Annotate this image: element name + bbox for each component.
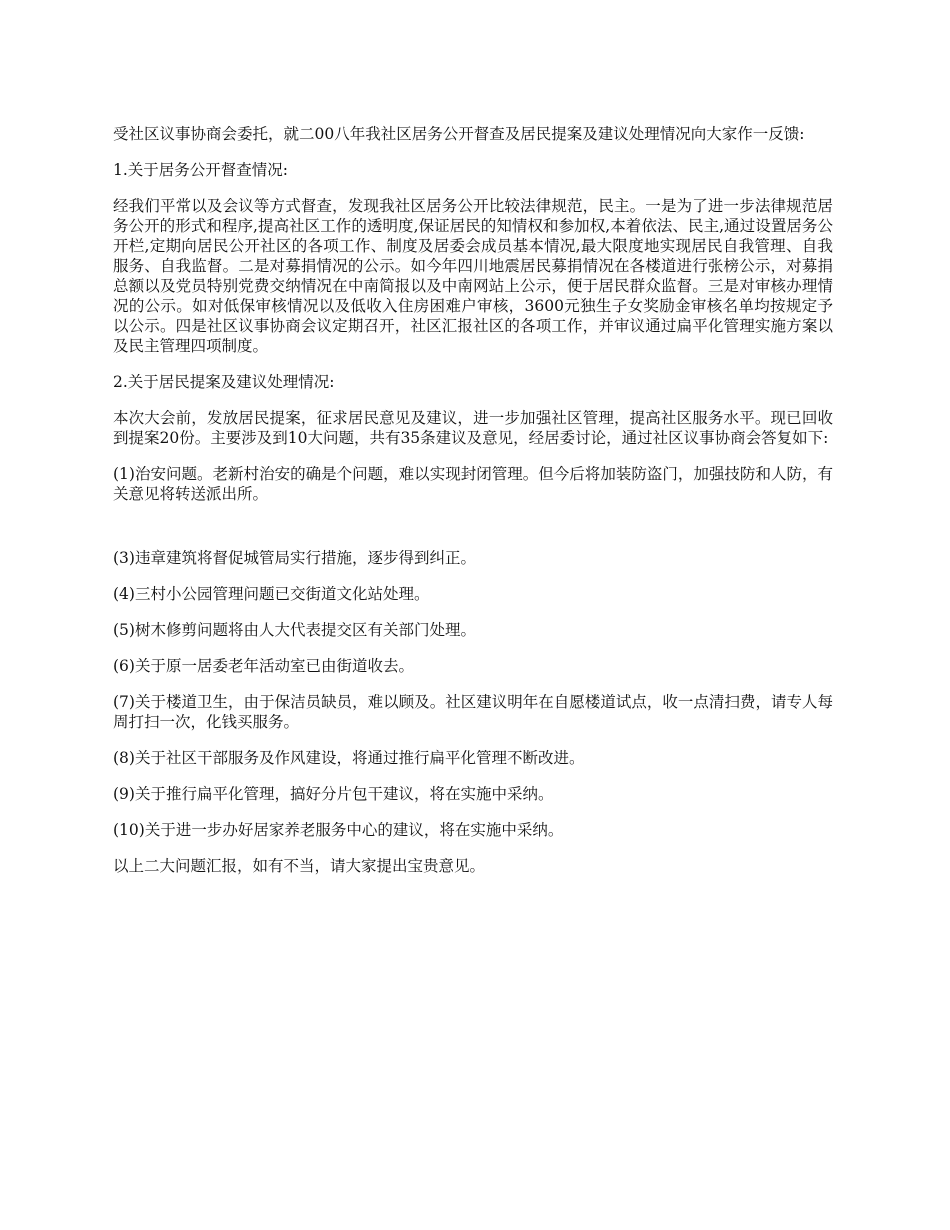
intro-paragraph: 受社区议事协商会委托，就二00八年我社区居务公开督查及居民提案及建议处理情况向大家作一反馈: xyxy=(113,125,805,143)
section1-heading: 1.关于居务公开督查情况: xyxy=(113,161,289,179)
list-item-8: (8)关于社区干部服务及作风建设，将通过推行扁平化管理不断改进。 xyxy=(113,749,585,767)
list-item-6: (6)关于原一居委老年活动室已由街道收去。 xyxy=(113,657,414,675)
list-item-9: (9)关于推行扁平化管理，搞好分片包干建议，将在实施中采纳。 xyxy=(113,785,554,803)
document-body xyxy=(113,124,833,892)
list-item-7: (7)关于楼道卫生，由于保洁员缺员，难以顾及。社区建议明年在自愿楼道试点，收一点清扫费，请专人每周打扫一次，化钱买服务。 xyxy=(113,693,833,731)
list-item-10: (10)关于进一步办好居家养老服务中心的建议，将在实施中采纳。 xyxy=(113,821,564,839)
section1-body: 经我们平常以及会议等方式督查，发现我社区居务公开比较法律规范，民主。一是为了进一步法律规范居务公开的形式和程序,提高社区工作的透明度,保证居民的知情权和参加权,本着依法、民主,通过设置居务公开栏,定期向居民公开社区的各项工作、制度及居委会成员基本情况,最大限度地实现居民自我管理、自我服务、自我监督。二是对募捐情况的公示。如今年四川地震居民募捐情况在各楼道进行张榜公示，对募捐总额以及党员特别党费交纳情况在中南简报以及中南网站上公示，便于居民群众监督。三是对审核办理情况的公示。如对低保审核情况以及低收入住房困难户审核，3600元独生子女奖励金审核名单均按规定予以公示。四是社区议事协商会议定期召开，社区汇报社区的各项工作，并审议通过扁平化管理实施方案以及民主管理四项制度。 xyxy=(113,197,833,355)
list-item-4: (4)三村小公园管理问题已交街道文化站处理。 xyxy=(113,585,430,603)
list-item-5: (5)树木修剪问题将由人大代表提交区有关部门处理。 xyxy=(113,621,476,639)
list-item-1: (1)治安问题。老新村治安的确是个问题，难以实现封闭管理。但今后将加装防盗门，加强技防和人防，有关意见将转送派出所。 xyxy=(113,465,833,503)
closing-paragraph: 以上二大问题汇报，如有不当，请大家提出宝贵意见。 xyxy=(113,857,486,875)
section2-body: 本次大会前，发放居民提案，征求居民意见及建议，进一步加强社区管理，提高社区服务水平。现已回收到提案20份。主要涉及到10大问题，共有35条建议及意见，经居委讨论，通过社区议事协商会答复如下: xyxy=(113,409,833,447)
section2-heading: 2.关于居民提案及建议处理情况: xyxy=(113,373,335,391)
blank-gap xyxy=(113,520,833,548)
list-item-3: (3)违章建筑将督促城管局实行措施，逐步得到纠正。 xyxy=(113,549,476,567)
